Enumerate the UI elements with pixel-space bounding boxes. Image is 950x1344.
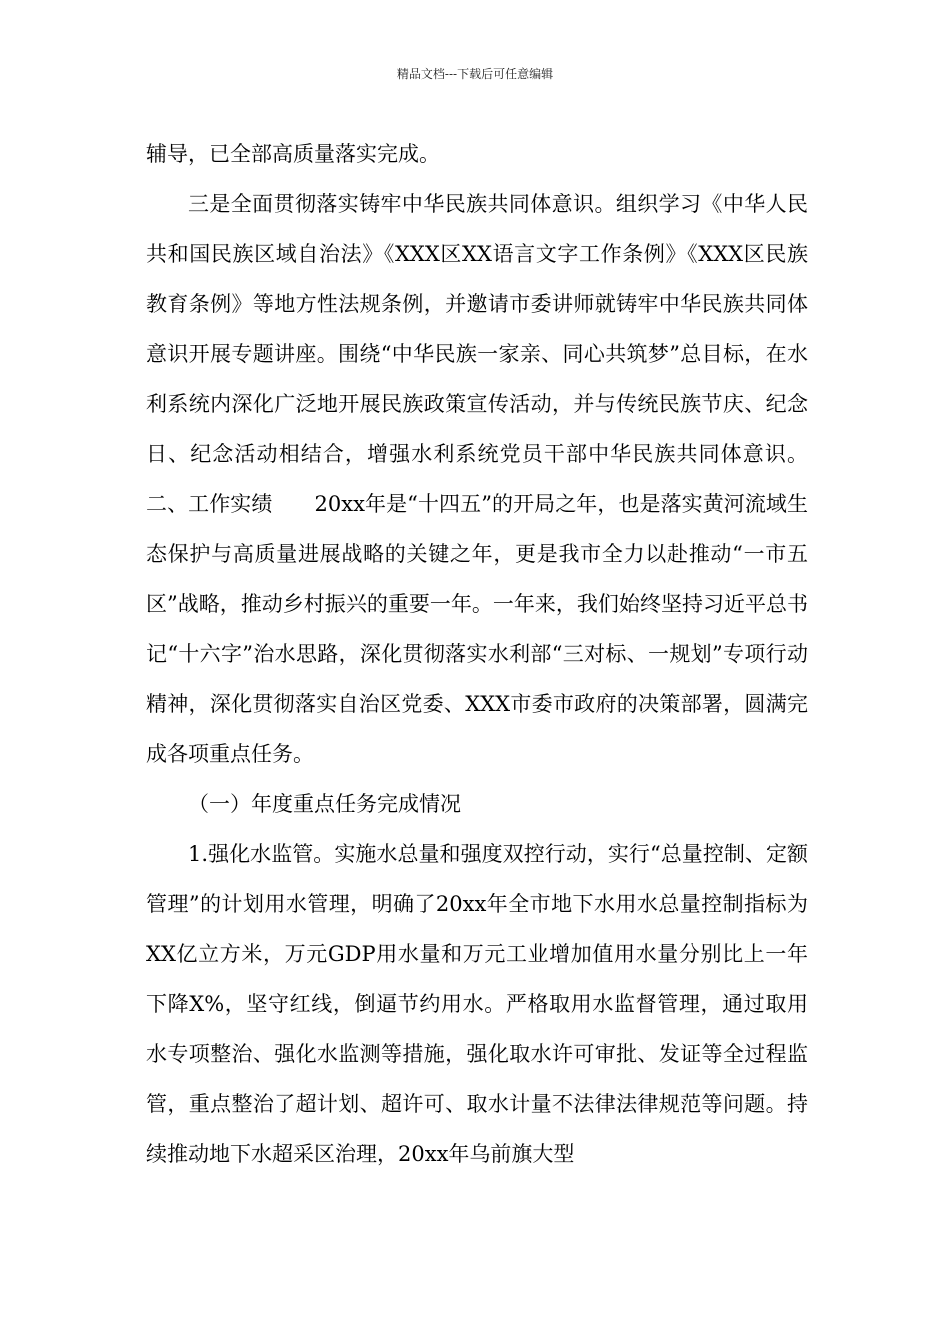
paragraph-continuation: 辅导，已全部高质量落实完成。 <box>146 142 440 166</box>
section-heading: （一）年度重点任务完成情况 <box>188 792 461 816</box>
page-header: 精品文档---下载后可任意编辑 <box>396 67 554 81</box>
paragraph-ethnic-unity: 三是全面贯彻落实铸牢中华民族共同体意识。组织学习《中华人民共和国民族区域自治法》《XXX区XX语言文字工作条例》《XXX区民族教育条例》等地方性法规条例，并邀请市委讲师就铸牢中华民族共同体意识开展专题讲座。围绕“中华民族一家亲、同心共筑梦”总目标，在水利系统内深化广泛地开展民族政策宣传活动，并与传统民族节庆、纪念日、纪念活动相结合，增强水利系统党员干部中华民族共同体意识。二、工作实绩 20xx年是“十四五”的开局之年，也是落实黄河流域生态保护与高质量进展战略的关键之年，更是我市全力以赴推动“一市五区”战略，推动乡村振兴的重要一年。一年来，我们始终坚持习近平总书记“十六字”治水思路，深化贯彻落实水利部“三对标、一规划”专项行动精神，深化贯彻落实自治区党委、XXX市委市政府的决策部署，圆满完成各项重点任务。 <box>146 192 808 766</box>
document-body <box>146 129 808 1179</box>
paragraph-water-supervision: 1.强化水监管。实施水总量和强度双控行动，实行“总量控制、定额管理”的计划用水管理，明确了20xx年全市地下水用水总量控制指标为XX亿立方米，万元GDP用水量和万元工业增加值用水量分别比上一年下降X%，坚守红线，倒逼节约用水。严格取用水监督管理，通过取用水专项整治、强化水监测等措施，强化取水许可审批、发证等全过程监管，重点整治了超计划、超许可、取水计量不法律法律规范等问题。持续推动地下水超采区治理，20xx年乌前旗大型 <box>146 842 808 1166</box>
